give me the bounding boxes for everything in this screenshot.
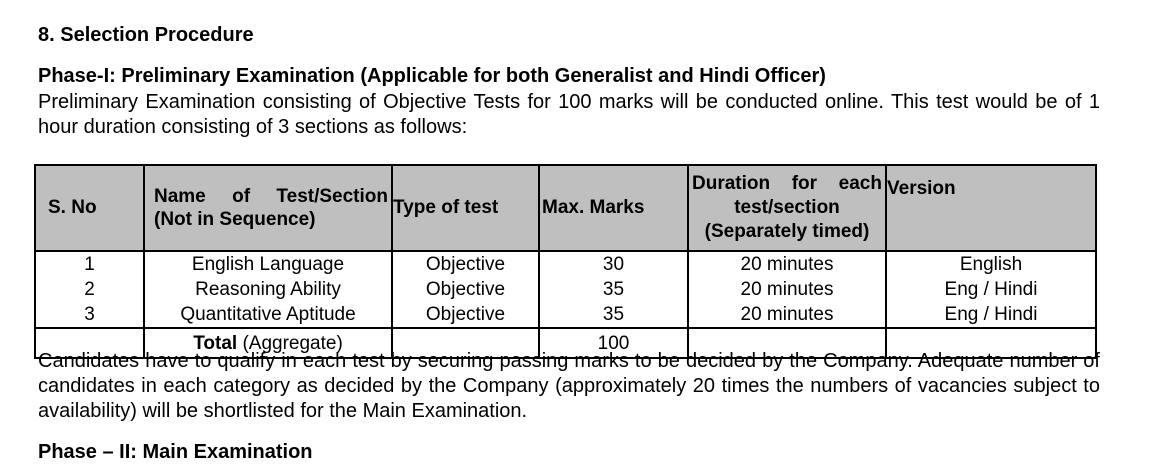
row-version: English [959, 254, 1023, 275]
header-duration-line2: test/section [734, 197, 840, 218]
version-cell [886, 251, 1096, 328]
row-name: Quantitative Aptitude [180, 304, 356, 325]
header-duration-line3: (Separately timed) [704, 221, 870, 242]
header-name [144, 165, 392, 251]
row-name: English Language [191, 254, 345, 275]
header-version: Version [886, 165, 1096, 251]
header-sno: S. No [35, 165, 144, 251]
header-duration [688, 165, 886, 251]
row-name: Reasoning Ability [195, 279, 341, 300]
row-sno: 1 [84, 254, 95, 275]
phase1-intro-paragraph: Preliminary Examination consisting of Objective Tests for 100 marks will be conducted online. This test would be of 1 hour duration consisting of 3 sections as follows: [38, 91, 1100, 138]
total-max: 100 [539, 328, 688, 358]
header-duration-line1: Duration for each [692, 173, 882, 194]
row-sno: 3 [84, 304, 95, 325]
row-max: 35 [602, 279, 625, 300]
selection-table [34, 164, 1097, 359]
max-cell [539, 251, 688, 328]
type-cell [392, 251, 539, 328]
table-row [35, 251, 1096, 328]
row-max: 30 [602, 254, 625, 275]
row-type: Objective [425, 254, 506, 275]
row-type: Objective [425, 279, 506, 300]
header-type: Type of test [392, 165, 539, 251]
name-cell [144, 251, 392, 328]
row-sno: 2 [84, 279, 95, 300]
phase1-heading: Phase-I: Preliminary Examination (Applicable for both Generalist and Hindi Officer) [38, 65, 826, 87]
row-type: Objective [425, 304, 506, 325]
row-version: Eng / Hindi [944, 279, 1038, 300]
header-name-line2: (Not in Sequence) [154, 209, 316, 230]
row-max: 35 [602, 304, 625, 325]
row-duration: 20 minutes [740, 279, 834, 300]
header-max-marks: Max. Marks [539, 165, 688, 251]
total-label: Total [193, 332, 238, 354]
total-suffix: (Aggregate) [242, 332, 343, 354]
phase2-heading: Phase – II: Main Examination [38, 441, 313, 463]
section-heading: 8. Selection Procedure [38, 24, 254, 46]
duration-cell [688, 251, 886, 328]
sno-cell [35, 251, 144, 328]
row-duration: 20 minutes [740, 304, 834, 325]
row-version: Eng / Hindi [944, 304, 1038, 325]
header-name-line1: Name of Test/Section [154, 186, 388, 207]
qualification-paragraph: Candidates have to qualify in each test by securing passing marks to be decided by the Company. Adequate number of candidates in each category as decided by the Company (approximately 20 times the numbers of vacancies subject to availability) will be shortlisted for the Main Examination. [38, 350, 1100, 422]
row-duration: 20 minutes [740, 254, 834, 275]
table-header-row [35, 165, 1096, 251]
